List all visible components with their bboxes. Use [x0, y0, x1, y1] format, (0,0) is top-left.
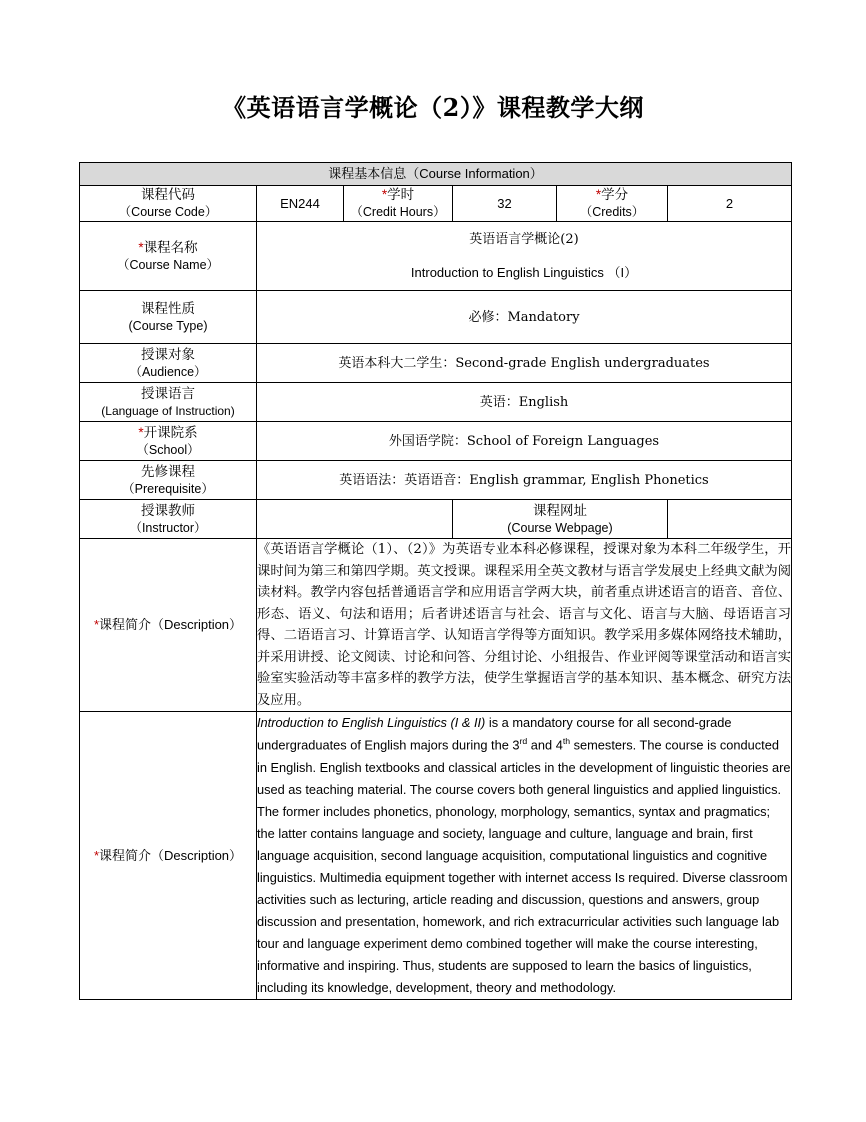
label-description-cn [80, 539, 257, 712]
label-credit-hours-en: （Credit Hours） [350, 205, 446, 220]
label-audience-cn: 授课对象 [141, 346, 195, 363]
value-course-webpage[interactable] [668, 500, 792, 539]
label-audience-en: （Audience） [129, 364, 207, 379]
value-course-name-cn: 英语语言学概论(2) [469, 232, 579, 248]
table-row-description-en [80, 712, 792, 999]
required-star-icon: * [138, 424, 144, 440]
table-row-school [80, 422, 792, 461]
label-prerequisite-cn: 先修课程 [141, 463, 195, 480]
value-audience: 英语本科大二学生：Second-grade English undergraduates [257, 344, 792, 383]
label-school-cn: *开课院系 [138, 424, 198, 441]
label-course-code-en: （Course Code） [118, 205, 218, 220]
value-school: 外国语学院：School of Foreign Languages [257, 422, 792, 461]
value-instructor[interactable] [257, 500, 453, 539]
label-description-en-text: 课程简介（Description） [99, 847, 243, 863]
required-star-icon: * [381, 187, 388, 202]
description-en-part3: semesters. The course is conducted in English. English textbooks and classical articles in the development of linguistic theories are used as teaching material. The course covers both general linguistics and applied linguistics. The former includes phonetics, phonology, morphology, semantics, syntax and pragmatics; the latter contains language and society, language and culture, language and brain, first language acquisition, second language acquisition, computational linguistics and cognitive linguistics. Multimedia equipment together with internet access Is required. Diverse classroom activities such as lecturing, article reading and discussion, questions and answers, group discussion and presentation, homework, and rich extracurricular activities such language lab tour and language experiment demo combined together will make the course interesting, informative and inspiring. Thus, students are supposed to learn the basics of linguistics, including its knowledge, development, theory and methodology. [257, 737, 791, 995]
required-star-icon: * [595, 187, 602, 202]
table-row-audience [80, 344, 792, 383]
label-course-code [80, 186, 257, 222]
label-audience [80, 344, 257, 383]
label-prerequisite-en: （Prerequisite） [122, 481, 214, 496]
label-instructor-en: （Instructor） [129, 520, 207, 535]
value-prerequisite: 英语语法：英语语音：English grammar, English Phonetics [257, 461, 792, 500]
description-en-course-title: Introduction to English Linguistics (I & II) [257, 715, 486, 731]
table-row-course-code [80, 186, 792, 222]
label-course-type-cn: 课程性质 [141, 300, 195, 317]
label-language-en: (Language of Instruction) [101, 404, 235, 419]
value-description-en [257, 712, 792, 999]
label-credit-hours [344, 186, 453, 222]
value-credit-hours: 32 [453, 186, 557, 222]
description-en-part2: and 4 [527, 737, 563, 753]
description-cn-paragraph: 《英语语言学概论（1）、（2）》为英语专业本科必修课程，授课对象为本科二年级学生，开课时间为第三和第四学期。英文授课。课程采用全英文教材与语言学发展史上经典文献为阅读材料。教学内容包括普通语言学和应用语言学两大块，前者重点讲述语言的语音、音位、形态、语义、句法和语用；后者讲述语言与社会、语言与文化、语言与大脑、母语语言习得、二语语言习、计算语言学、认知语言学得等方面知识。教学采用多媒体网络技术辅助，并采用讲授、论文阅读、讨论和问答、分组讨论、小组报告、作业评阅等课堂活动和语言实验室实验活动等丰富多样的教学方法，使学生掌握语言学的基本知识、基本概念、研究方法及应用。 [257, 542, 792, 708]
description-en-sup-th: th [562, 736, 571, 747]
label-course-webpage [453, 500, 668, 539]
label-description-en [80, 712, 257, 999]
page-title: 《英语语言学概论（2）》课程教学大纲 [222, 93, 644, 122]
table-row-description-cn [80, 539, 792, 712]
label-language-of-instruction [80, 383, 257, 422]
table-row-instructor [80, 500, 792, 539]
value-course-code: EN244 [257, 186, 344, 222]
value-course-type: 必修：Mandatory [257, 291, 792, 344]
label-course-webpage-en: (Course Webpage) [507, 520, 613, 535]
value-credits: 2 [668, 186, 792, 222]
value-course-name-en: Introduction to English Linguistics （I） [410, 264, 638, 280]
label-course-type [80, 291, 257, 344]
course-information-table [79, 162, 792, 1000]
label-instructor-cn: 授课教师 [141, 502, 195, 519]
table-row-language [80, 383, 792, 422]
value-description-cn [257, 539, 792, 712]
table-row-course-type [80, 291, 792, 344]
table-section-header-row [80, 163, 792, 186]
label-course-code-cn: 课程代码 [141, 187, 195, 203]
required-star-icon: * [138, 239, 144, 255]
label-course-name [80, 222, 257, 291]
required-star-icon: * [93, 617, 100, 633]
table-row-prerequisite [80, 461, 792, 500]
label-language-cn: 授课语言 [141, 385, 195, 402]
section-header-cell: 课程基本信息（Course Information） [80, 163, 792, 186]
label-course-type-en: (Course Type) [128, 318, 208, 333]
label-school-en: （School） [136, 442, 200, 457]
table-row-course-name [80, 222, 792, 291]
label-credits-en: （Credits） [579, 205, 645, 220]
label-credit-hours-cn: *学时 [381, 187, 415, 203]
label-description-cn-text: 课程简介（Description） [99, 617, 243, 633]
description-en-sup-rd: rd [519, 736, 528, 747]
label-course-name-cn: *课程名称 [138, 239, 198, 256]
description-en-paragraph [257, 712, 791, 998]
label-credits-cn: *学分 [595, 187, 629, 203]
label-course-webpage-cn: 课程网址 [533, 502, 587, 519]
label-prerequisite [80, 461, 257, 500]
label-course-name-en: （Course Name） [116, 257, 220, 272]
value-language-of-instruction: 英语：English [257, 383, 792, 422]
value-course-name [257, 222, 792, 291]
label-credits [557, 186, 668, 222]
required-star-icon: * [93, 847, 100, 863]
label-school [80, 422, 257, 461]
label-instructor [80, 500, 257, 539]
description-en-part1: is a mandatory course for all second-grade undergraduates of English majors during the 3 [257, 715, 732, 753]
